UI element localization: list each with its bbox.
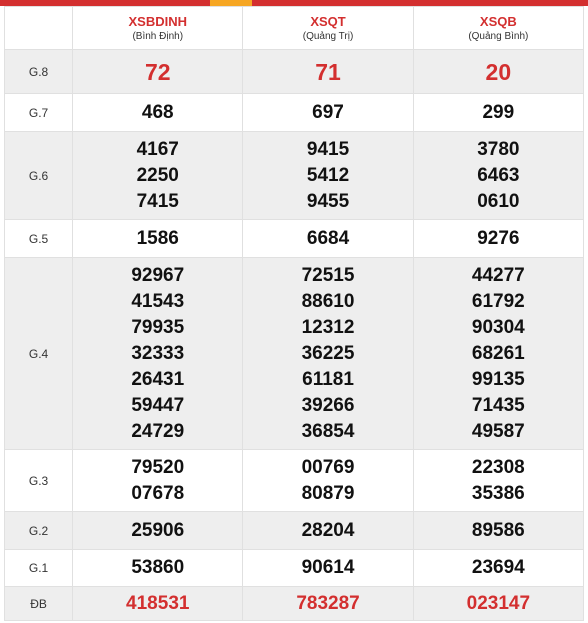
prize-cell (413, 50, 583, 94)
prize-number: 61792 (471, 290, 525, 312)
prize-row-special (5, 587, 584, 621)
prize-number: 24729 (131, 420, 185, 442)
prize-number: 6684 (306, 227, 350, 249)
prize-number: 7415 (136, 190, 179, 212)
prize-label: ĐB (5, 587, 73, 621)
prize-row-g4 (5, 258, 584, 450)
province-header (73, 7, 243, 50)
prize-number: 88610 (301, 290, 355, 312)
header-empty-cell (5, 7, 73, 50)
prize-number: 9455 (306, 190, 350, 212)
province-name: (Quảng Trị) (302, 31, 354, 42)
prize-number: 35386 (471, 482, 525, 504)
prize-row-g7 (5, 94, 584, 132)
prize-number: 299 (482, 101, 515, 123)
prize-number: 3780 (477, 138, 520, 160)
prize-cell (413, 94, 583, 132)
prize-number: 12312 (301, 316, 355, 338)
prize-cell (413, 587, 583, 621)
prize-label: G.8 (5, 50, 73, 94)
prize-number: 79520 (131, 456, 185, 478)
prize-number: 9276 (477, 227, 520, 249)
prize-number: 23694 (471, 557, 525, 578)
prize-number: 25906 (131, 519, 185, 541)
prize-cell (413, 450, 583, 512)
prize-number: 783287 (296, 592, 360, 614)
prize-number: 418531 (126, 592, 190, 614)
prize-number: 0610 (477, 190, 520, 212)
prize-cell (413, 550, 583, 587)
prize-cell (243, 220, 413, 258)
prize-number: 20 (485, 58, 512, 85)
prize-number: 53860 (131, 557, 185, 578)
prize-number: 92967 (131, 264, 185, 286)
prize-number: 023147 (466, 592, 531, 614)
prize-number: 71 (315, 58, 341, 85)
prize-number: 00769 (301, 456, 355, 478)
prize-number: 9415 (306, 138, 350, 160)
prize-number: 4167 (136, 138, 179, 160)
province-code-link[interactable]: XSBDINH (128, 14, 187, 29)
prize-cell (413, 220, 583, 258)
prize-number: 99135 (471, 368, 525, 390)
prize-number: 26431 (131, 368, 185, 390)
prize-cell (73, 587, 243, 621)
prize-row-g1 (5, 550, 584, 587)
prize-number: 36854 (301, 420, 355, 442)
prize-cell (73, 220, 243, 258)
prize-cell (73, 550, 243, 587)
prize-number: 90614 (301, 557, 355, 578)
province-code-link[interactable]: XSQT (310, 14, 346, 29)
prize-number: 2250 (136, 164, 179, 186)
prize-number: 59447 (131, 394, 185, 416)
prize-row-g6 (5, 132, 584, 220)
prize-number: 89586 (471, 519, 525, 541)
prize-number: 32333 (131, 342, 185, 364)
province-code-link[interactable]: XSQB (479, 14, 517, 29)
prize-number: 07678 (131, 482, 185, 504)
province-header (413, 7, 583, 50)
prize-number: 5412 (306, 164, 350, 186)
prize-cell (73, 450, 243, 512)
prize-cell (413, 132, 583, 220)
prize-number: 468 (141, 101, 174, 123)
prize-number: 6463 (477, 164, 520, 186)
prize-cell (243, 450, 413, 512)
prize-cell (73, 132, 243, 220)
prize-row-g3 (5, 450, 584, 512)
table-header-row (5, 7, 584, 50)
prize-cell (243, 550, 413, 587)
prize-number: 72515 (301, 264, 355, 286)
prize-label: G.2 (5, 512, 73, 550)
province-name: (Quảng Bình) (468, 31, 529, 42)
province-header (243, 7, 413, 50)
prize-label: G.3 (5, 450, 73, 512)
prize-cell (73, 258, 243, 450)
prize-number: 41543 (131, 290, 185, 312)
prize-number: 79935 (131, 316, 185, 338)
prize-cell (243, 587, 413, 621)
prize-cell (413, 258, 583, 450)
prize-number: 61181 (302, 368, 354, 390)
prize-number: 90304 (471, 316, 525, 338)
prize-label: G.1 (5, 550, 73, 587)
prize-number: 72 (144, 58, 171, 85)
prize-number: 68261 (471, 342, 525, 364)
prize-cell (243, 94, 413, 132)
prize-label: G.6 (5, 132, 73, 220)
prize-number: 22308 (471, 456, 525, 478)
prize-number: 36225 (301, 342, 355, 364)
prize-cell (243, 512, 413, 550)
prize-number: 49587 (471, 420, 525, 442)
prize-row-g8 (5, 50, 584, 94)
prize-number: 71435 (471, 394, 525, 416)
prize-number: 39266 (301, 394, 355, 416)
prize-cell (73, 94, 243, 132)
prize-label: G.5 (5, 220, 73, 258)
province-name: (Bình Định) (132, 31, 184, 42)
prize-cell (243, 132, 413, 220)
results-table (4, 6, 584, 621)
prize-cell (243, 50, 413, 94)
prize-number: 80879 (301, 482, 355, 504)
prize-number: 28204 (301, 519, 355, 541)
prize-number: 697 (312, 101, 344, 123)
prize-cell (73, 50, 243, 94)
prize-row-g2 (5, 512, 584, 550)
prize-cell (243, 258, 413, 450)
prize-label: G.4 (5, 258, 73, 450)
prize-number: 44277 (471, 264, 525, 286)
prize-row-g5 (5, 220, 584, 258)
prize-number: 1586 (136, 227, 179, 249)
prize-label: G.7 (5, 94, 73, 132)
prize-cell (413, 512, 583, 550)
prize-cell (73, 512, 243, 550)
